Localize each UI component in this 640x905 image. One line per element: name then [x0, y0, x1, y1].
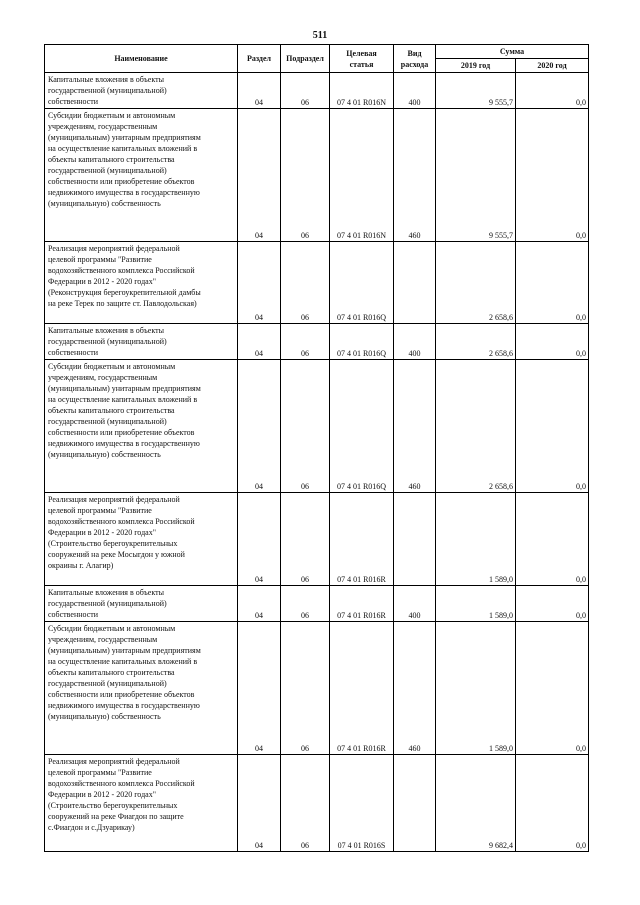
header-sum: Сумма: [436, 45, 589, 59]
row-expense-kind: 460: [394, 622, 436, 755]
row-subsection: 06: [281, 360, 330, 493]
row-article: 07 4 01 R016Q: [330, 324, 394, 360]
row-name: Субсидии бюджетным и автономным учреждениям, государственным (муниципальным) унитарным предприятиям на осуществление капитальных вложений в объекты капитального строительства государственной (муниципальной) собственности или приобретение объектов недвижимого имущества в государственную (муниципальную) собственность: [45, 622, 238, 755]
header-section: Раздел: [238, 45, 281, 73]
row-subsection: 06: [281, 586, 330, 622]
table-row: [45, 586, 589, 622]
header-subsection: Подраздел: [281, 45, 330, 73]
row-sum-2019: 1 589,0: [436, 622, 516, 755]
table-row: [45, 242, 589, 324]
row-sum-2019: 1 589,0: [436, 493, 516, 586]
row-sum-2020: 0,0: [516, 73, 589, 109]
header-expense-kind: Вид расхода: [394, 45, 436, 73]
header-target-article: Целевая статья: [330, 45, 394, 73]
row-expense-kind: [394, 242, 436, 324]
row-article: 07 4 01 R016Q: [330, 360, 394, 493]
row-article: 07 4 01 R016N: [330, 73, 394, 109]
row-sum-2020: 0,0: [516, 360, 589, 493]
row-expense-kind: [394, 493, 436, 586]
row-name: Капитальные вложения в объекты государственной (муниципальной) собственности: [45, 73, 238, 109]
row-section: 04: [238, 73, 281, 109]
row-name: Реализация мероприятий федеральной целевой программы "Развитие водохозяйственного комплекса Российской Федерации в 2012 - 2020 годах" (Реконструкция берегоукрепительной дамбы на реке Терек по защите ст. Павлодольская): [45, 242, 238, 324]
table-row: [45, 109, 589, 242]
row-section: 04: [238, 622, 281, 755]
row-expense-kind: [394, 755, 436, 852]
row-sum-2020: 0,0: [516, 586, 589, 622]
table-row: [45, 755, 589, 852]
row-sum-2020: 0,0: [516, 109, 589, 242]
row-subsection: 06: [281, 324, 330, 360]
row-article: 07 4 01 R016R: [330, 586, 394, 622]
row-name: Субсидии бюджетным и автономным учреждениям, государственным (муниципальным) унитарным предприятиям на осуществление капитальных вложений в объекты капитального строительства государственной (муниципальной) собственности или приобретение объектов недвижимого имущества в государственную (муниципальную) собственность: [45, 360, 238, 493]
row-name: Субсидии бюджетным и автономным учреждениям, государственным (муниципальным) унитарным предприятиям на осуществление капитальных вложений в объекты капитального строительства государственной (муниципальной) собственности или приобретение объектов недвижимого имущества в государственную (муниципальную) собственность: [45, 109, 238, 242]
row-name: Реализация мероприятий федеральной целевой программы "Развитие водохозяйственного комплекса Российской Федерации в 2012 - 2020 годах" (Строительство берегоукрепительных сооружений на реке Мосыгдон у южной окраины г. Алагир): [45, 493, 238, 586]
header-year-2019: 2019 год: [436, 59, 516, 73]
header-year-2020: 2020 год: [516, 59, 589, 73]
row-expense-kind: 460: [394, 360, 436, 493]
row-subsection: 06: [281, 622, 330, 755]
row-subsection: 06: [281, 109, 330, 242]
row-expense-kind: 460: [394, 109, 436, 242]
row-article: 07 4 01 R016R: [330, 493, 394, 586]
row-section: 04: [238, 109, 281, 242]
row-sum-2020: 0,0: [516, 755, 589, 852]
row-article: 07 4 01 R016Q: [330, 242, 394, 324]
page-number: 511: [312, 30, 328, 41]
row-sum-2019: 2 658,6: [436, 242, 516, 324]
row-subsection: 06: [281, 242, 330, 324]
row-expense-kind: 400: [394, 73, 436, 109]
row-sum-2020: 0,0: [516, 242, 589, 324]
row-sum-2019: 9 555,7: [436, 73, 516, 109]
row-article: 07 4 01 R016R: [330, 622, 394, 755]
row-subsection: 06: [281, 755, 330, 852]
row-sum-2019: 2 658,6: [436, 324, 516, 360]
row-sum-2019: 9 555,7: [436, 109, 516, 242]
row-sum-2019: 9 682,4: [436, 755, 516, 852]
row-section: 04: [238, 360, 281, 493]
row-section: 04: [238, 324, 281, 360]
row-sum-2019: 1 589,0: [436, 586, 516, 622]
row-sum-2019: 2 658,6: [436, 360, 516, 493]
row-subsection: 06: [281, 73, 330, 109]
table-row: [45, 493, 589, 586]
row-section: 04: [238, 755, 281, 852]
row-sum-2020: 0,0: [516, 324, 589, 360]
row-sum-2020: 0,0: [516, 622, 589, 755]
row-section: 04: [238, 242, 281, 324]
table-row: [45, 622, 589, 755]
header-name: Наименование: [45, 45, 238, 73]
row-subsection: 06: [281, 493, 330, 586]
row-sum-2020: 0,0: [516, 493, 589, 586]
row-name: Капитальные вложения в объекты государственной (муниципальной) собственности: [45, 324, 238, 360]
row-article: 07 4 01 R016S: [330, 755, 394, 852]
row-section: 04: [238, 493, 281, 586]
table-row: [45, 73, 589, 109]
table-row: [45, 324, 589, 360]
row-article: 07 4 01 R016N: [330, 109, 394, 242]
row-name: Реализация мероприятий федеральной целевой программы "Развитие водохозяйственного комплекса Российской Федерации в 2012 - 2020 годах" (Строительство берегоукрепительных сооружений на реке Фиагдон по защите с.Фиагдон и с.Дзуарикау): [45, 755, 238, 852]
row-expense-kind: 400: [394, 586, 436, 622]
row-expense-kind: 400: [394, 324, 436, 360]
row-section: 04: [238, 586, 281, 622]
table-row: [45, 360, 589, 493]
budget-table: [44, 44, 589, 852]
row-name: Капитальные вложения в объекты государственной (муниципальной) собственности: [45, 586, 238, 622]
